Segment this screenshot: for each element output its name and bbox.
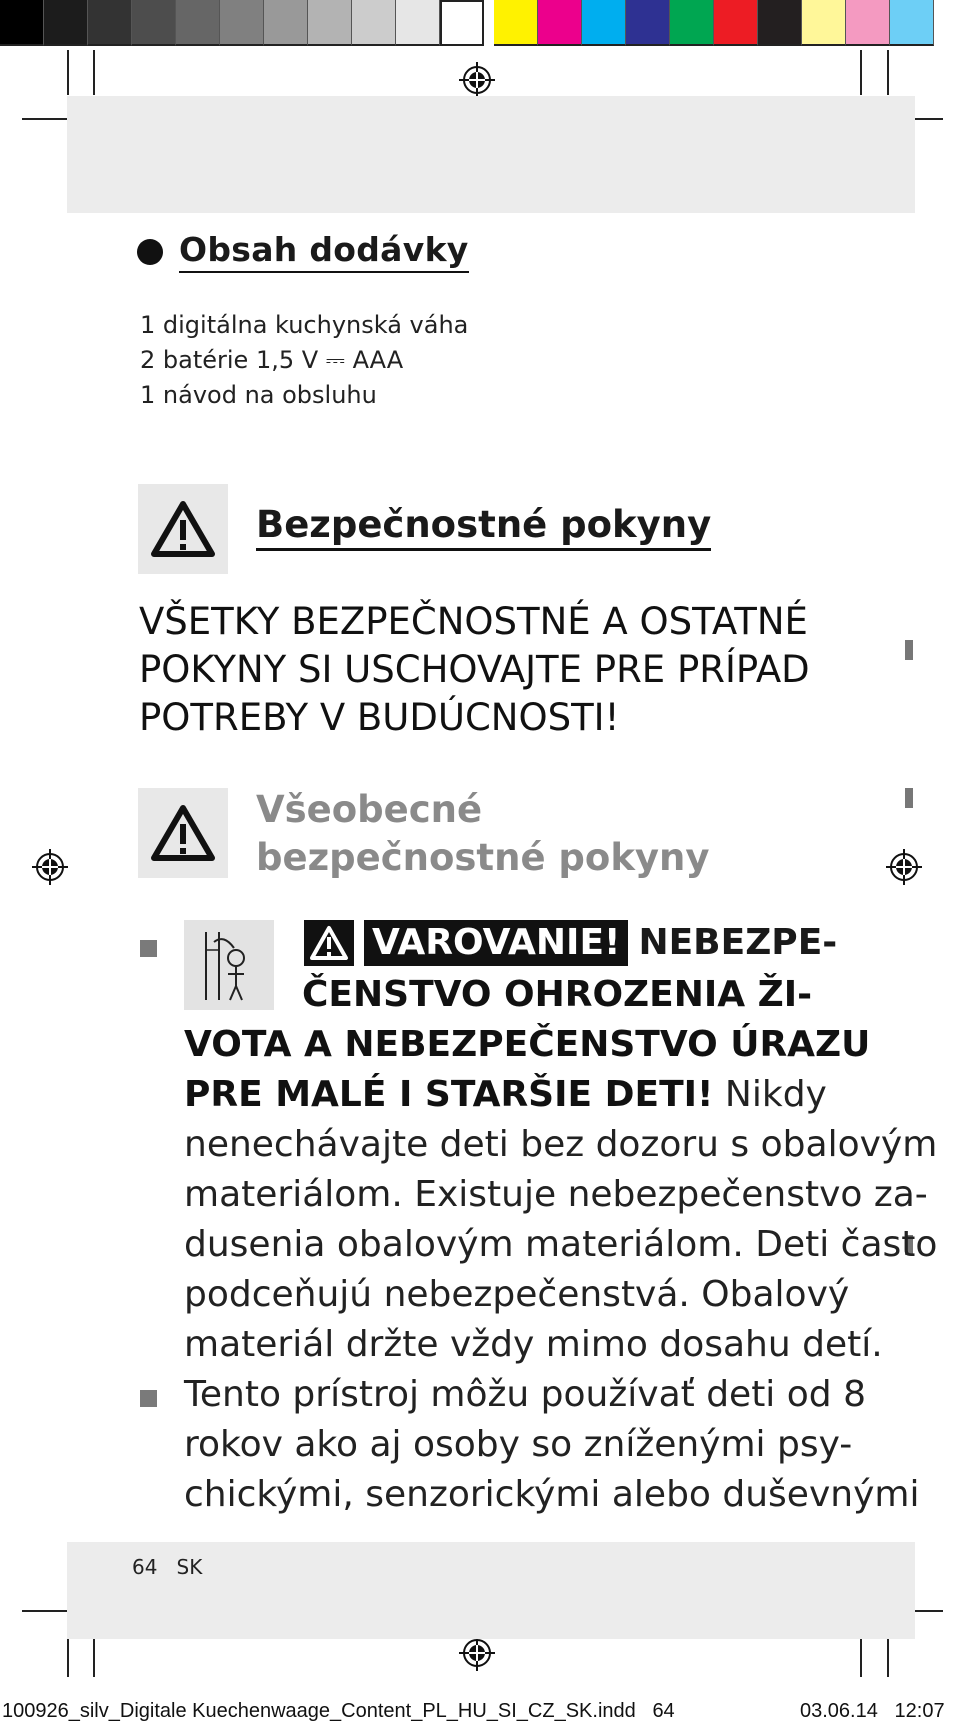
gray-swatch bbox=[0, 0, 44, 46]
registration-mark-icon bbox=[30, 847, 70, 887]
crop-mark bbox=[93, 50, 95, 95]
list-bullet bbox=[140, 940, 157, 957]
color-swatch bbox=[670, 0, 714, 46]
print-slug-file bbox=[2, 1700, 675, 1723]
swatch-gap bbox=[484, 0, 494, 46]
list-item: 2 batérie 1,5 V ⎓ AAA bbox=[140, 346, 404, 374]
page-number: 64 bbox=[132, 1555, 158, 1579]
gray-swatch bbox=[396, 0, 440, 46]
list-item: 1 návod na obsluhu bbox=[140, 381, 377, 409]
crop-mark bbox=[22, 1610, 67, 1612]
list-item: 1 digitálna kuchynská váha bbox=[140, 311, 469, 339]
print-slug-date bbox=[800, 1700, 945, 1723]
safety-notice-line: VŠETKY BEZPEČNOSTNÉ A OSTATNÉ bbox=[139, 600, 808, 643]
warning-text-line bbox=[184, 1070, 827, 1120]
warning-icon-box bbox=[138, 788, 228, 878]
heading-bullet bbox=[137, 239, 163, 265]
color-swatch bbox=[890, 0, 934, 46]
gray-swatch bbox=[264, 0, 308, 46]
warning-text-line: dusenia obalovým materiálom. Deti často bbox=[184, 1224, 938, 1265]
color-calibration-bar bbox=[0, 0, 934, 46]
slug-page: 64 bbox=[652, 1700, 675, 1722]
margin-mark bbox=[905, 788, 913, 808]
delivery-heading bbox=[137, 230, 469, 273]
page-footer bbox=[132, 1555, 202, 1579]
gray-swatch bbox=[176, 0, 220, 46]
child-danger-icon bbox=[184, 920, 274, 1010]
general-title-line: bezpečnostné pokyny bbox=[256, 836, 710, 879]
gray-swatch bbox=[440, 0, 484, 46]
gray-swatch bbox=[88, 0, 132, 46]
margin-mark bbox=[905, 640, 913, 660]
gray-swatch bbox=[220, 0, 264, 46]
gray-swatch bbox=[132, 0, 176, 46]
color-swatch bbox=[714, 0, 758, 46]
warning-icon-box bbox=[138, 484, 228, 574]
delivery-title: Obsah dodávky bbox=[179, 230, 469, 273]
color-swatch bbox=[538, 0, 582, 46]
usage-text-line: Tento prístroj môžu používať deti od 8 bbox=[184, 1374, 866, 1415]
warning-heading-part: VOTA A NEBEZPEČENSTVO ÚRAZU bbox=[184, 1024, 871, 1065]
warning-text-line: podceňujú nebezpečenstvá. Obalový bbox=[184, 1274, 850, 1315]
gray-swatch bbox=[44, 0, 88, 46]
language-code: SK bbox=[176, 1555, 203, 1579]
general-safety-title bbox=[256, 786, 710, 882]
delivery-list bbox=[140, 308, 468, 413]
warning-heading-part: ČENSTVO OHROZENIA ŽI- bbox=[302, 974, 813, 1015]
gray-swatch bbox=[352, 0, 396, 46]
warning-heading-line bbox=[184, 1020, 870, 1070]
warning-text-part: Nikdy bbox=[713, 1074, 827, 1115]
list-bullet bbox=[140, 1390, 157, 1407]
safety-title: Bezpečnostné pokyny bbox=[256, 503, 711, 551]
warning-heading-part: NEBEZPE- bbox=[638, 922, 838, 963]
color-swatch bbox=[846, 0, 890, 46]
crop-mark bbox=[860, 50, 862, 95]
slug-date: 03.06.14 bbox=[800, 1700, 878, 1722]
warning-triangle-icon bbox=[150, 804, 216, 862]
slug-time: 12:07 bbox=[894, 1700, 945, 1722]
warning-heading-line bbox=[302, 970, 812, 1020]
warning-text-line: materiál držte vždy mimo dosahu detí. bbox=[184, 1324, 883, 1365]
header-band bbox=[67, 96, 915, 213]
slug-filename: 100926_silv_Digitale Kuechenwaage_Content_PL_HU_SI_CZ_SK.indd bbox=[2, 1700, 636, 1722]
safety-notice-line: POTREBY V BUDÚCNOSTI! bbox=[139, 696, 620, 739]
color-swatch bbox=[758, 0, 802, 46]
usage-text-line: rokov ako aj osoby so zníženými psy- bbox=[184, 1424, 853, 1465]
warning-text-line: nenechávajte deti bez dozoru s obalovým bbox=[184, 1124, 938, 1165]
warning-label: VAROVANIE! bbox=[364, 920, 628, 966]
gray-swatch bbox=[308, 0, 352, 46]
color-swatch bbox=[582, 0, 626, 46]
warning-text-line: materiálom. Existuje nebezpečenstvo za- bbox=[184, 1174, 928, 1215]
usage-text-line: chickými, senzorickými alebo duševnými bbox=[184, 1474, 920, 1515]
warning-triangle-icon bbox=[304, 920, 354, 966]
safety-notice bbox=[139, 598, 839, 742]
crop-mark bbox=[67, 50, 69, 95]
crop-mark bbox=[22, 118, 67, 120]
registration-mark-icon bbox=[457, 60, 497, 100]
color-swatch bbox=[494, 0, 538, 46]
general-title-line: Všeobecné bbox=[256, 788, 483, 831]
color-swatch bbox=[626, 0, 670, 46]
child-icon-box bbox=[184, 920, 274, 1010]
warning-banner bbox=[304, 920, 837, 966]
registration-mark-icon bbox=[457, 1633, 497, 1673]
warning-heading-part: PRE MALÉ I STARŠIE DETI! bbox=[184, 1074, 714, 1115]
warning-triangle-icon bbox=[150, 500, 216, 558]
safety-notice-line: POKYNY SI USCHOVAJTE PRE PRÍPAD bbox=[139, 648, 810, 691]
registration-mark-icon bbox=[884, 847, 924, 887]
color-swatch bbox=[802, 0, 846, 46]
crop-mark bbox=[887, 50, 889, 95]
